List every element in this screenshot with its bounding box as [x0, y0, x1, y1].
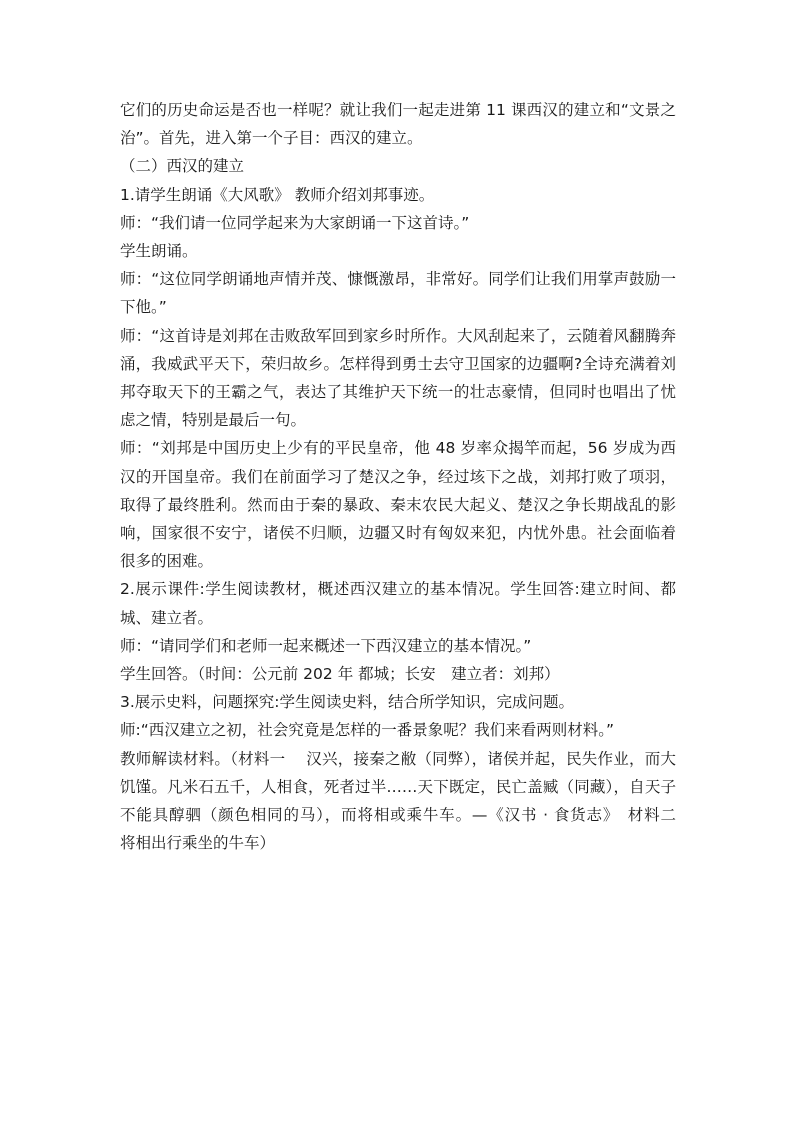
paragraph-teacher-3: 师：“这首诗是刘邦在击败敌军回到家乡时所作。大风刮起来了，云随着风翻腾奔涌，我威武平天下，荣归故乡。怎样得到勇士去守卫国家的边疆啊?全诗充满着刘邦夺取天下的王霸之气，表达了其维护天下统一的壮志豪情，但同时也唱出了忧虑之情，特别是最后一句。	[120, 326, 676, 430]
paragraph-student-2: 学生回答。（时间：公元前 202 年 都城；长安 建立者：刘邦）	[120, 665, 560, 684]
paragraph-teacher-6: 师:“西汉建立之初，社会究竟是怎样的一番景象呢？我们来看两则材料。”	[120, 721, 615, 740]
paragraph-step-1: 1.请学生朗诵《大风歌》 教师介绍刘邦事迹。	[120, 185, 435, 204]
paragraph-student-1: 学生朗诵。	[120, 242, 198, 261]
paragraph-step-2: 2.展示课件:学生阅读教材，概述西汉建立的基本情况。学生回答:建立时间、都城、建立者。	[120, 580, 676, 627]
paragraph-teacher-4: 师：“刘邦是中国历史上少有的平民皇帝，他 48 岁率众揭竿而起，56 岁成为西汉的开国皇帝。我们在前面学习了楚汉之争，经过垓下之战，刘邦打败了项羽，取得了最终胜利。然而由于秦的暴政、秦末农民大起义、楚汉之争长期战乱的影响，国家很不安宁，诸侯不归顺，边疆又时有匈奴来犯，内忧外患。社会面临着很多的困难。	[120, 439, 676, 571]
paragraph-teacher-1: 师：“我们请一位同学起来为大家朗诵一下这首诗。”	[120, 213, 470, 232]
paragraph-materials: 教师解读材料。（材料一 汉兴，接秦之敝（同弊），诸侯并起，民失作业，而大饥馑。凡米石五千，人相食，死者过半……天下既定，民亡盖臧（同藏），自天子不能具醇驷（颜色相同的马），而将相或乘牛车。—《汉书 · 食货志》 材料二 将相出行乘坐的牛车）	[120, 749, 697, 853]
section-heading: （二）西汉的建立	[120, 157, 245, 176]
paragraph-step-3: 3.展示史料，问题探究:学生阅读史料，结合所学知识，完成问题。	[120, 693, 575, 712]
paragraph-teacher-2: 师：“这位同学朗诵地声情并茂、慷慨激昂，非常好。同学们让我们用掌声鼓励一下他。”	[120, 270, 676, 317]
paragraph-teacher-5: 师：“请同学们和老师一起来概述一下西汉建立的基本情况。”	[120, 636, 532, 655]
document-page	[120, 96, 697, 857]
paragraph-intro: 它们的历史命运是否也一样呢？就让我们一起走进第 11 课西汉的建立和“文景之治”。首先，进入第一个子目：西汉的建立。	[120, 101, 676, 148]
